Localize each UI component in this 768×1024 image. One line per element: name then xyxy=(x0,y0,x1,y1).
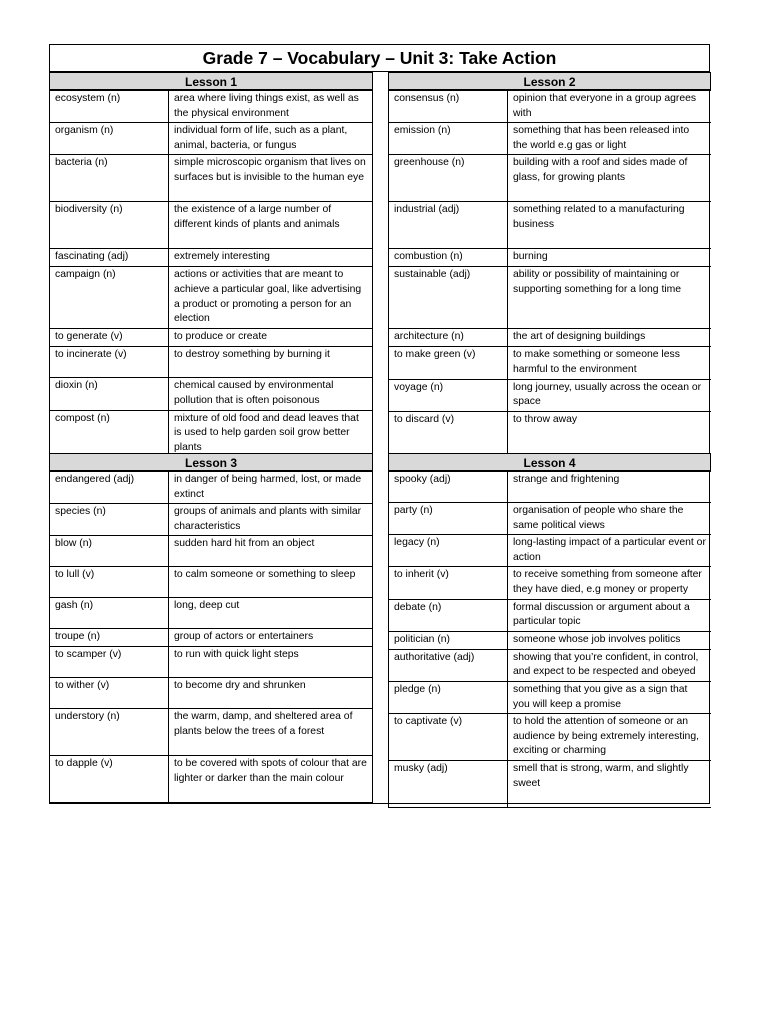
table-row xyxy=(389,535,712,567)
term-cell: party (n) xyxy=(389,503,508,535)
definition-cell: in danger of being harmed, lost, or made extinct xyxy=(169,472,373,504)
term-cell: voyage (n) xyxy=(389,379,508,411)
term-cell: to wither (v) xyxy=(50,678,169,709)
term-cell: endangered (adj) xyxy=(50,472,169,504)
lesson-4-panel xyxy=(388,453,711,808)
table-row xyxy=(389,91,712,123)
table-row xyxy=(50,267,373,329)
term-cell: to captivate (v) xyxy=(389,714,508,761)
term-cell: fascinating (adj) xyxy=(50,249,169,267)
vocab-table xyxy=(388,471,711,808)
definition-cell: something that has been released into the world e.g gas or light xyxy=(508,123,712,155)
definition-cell: the existence of a large number of different kinds of plants and animals xyxy=(169,202,373,249)
definition-cell: simple microscopic organism that lives on surfaces but is invisible to the human eye xyxy=(169,155,373,202)
vocab-table xyxy=(388,90,711,459)
lesson-heading: Lesson 4 xyxy=(388,453,711,471)
term-cell: organism (n) xyxy=(50,123,169,155)
definition-cell: to hold the attention of someone or an audience by being extremely interesting, exciting or charming xyxy=(508,714,712,761)
table-row xyxy=(50,678,373,709)
lesson-heading: Lesson 2 xyxy=(388,72,711,90)
definition-cell: to become dry and shrunken xyxy=(169,678,373,709)
definition-cell: burning xyxy=(508,249,712,267)
table-row xyxy=(389,472,712,503)
term-cell: ecosystem (n) xyxy=(50,91,169,123)
term-cell: to make green (v) xyxy=(389,347,508,379)
table-row xyxy=(389,681,712,713)
term-cell: troupe (n) xyxy=(50,629,169,647)
table-row xyxy=(50,155,373,202)
vocab-table xyxy=(50,471,373,803)
term-cell: to generate (v) xyxy=(50,329,169,347)
definition-cell: showing that you’re confident, in control, and expect to be respected and obeyed xyxy=(508,649,712,681)
definition-cell: groups of animals and plants with similar characteristics xyxy=(169,504,373,536)
definition-cell: sudden hard hit from an object xyxy=(169,536,373,567)
table-row xyxy=(50,472,373,504)
table-row xyxy=(50,249,373,267)
table-row xyxy=(389,249,712,267)
term-cell: emission (n) xyxy=(389,123,508,155)
table-row xyxy=(50,329,373,347)
definition-cell: the art of designing buildings xyxy=(508,329,712,347)
definition-cell: smell that is strong, warm, and slightly sweet xyxy=(508,761,712,808)
definition-cell: long-lasting impact of a particular event or action xyxy=(508,535,712,567)
table-row xyxy=(389,761,712,808)
table-row xyxy=(50,410,373,457)
definition-cell: the warm, damp, and sheltered area of plants below the trees of a forest xyxy=(169,709,373,756)
table-row xyxy=(389,649,712,681)
table-row xyxy=(50,378,373,410)
definition-cell: mixture of old food and dead leaves that is used to help garden soil grow better plants xyxy=(169,410,373,457)
term-cell: to lull (v) xyxy=(50,567,169,598)
definition-cell: building with a roof and sides made of glass, for growing plants xyxy=(508,155,712,202)
table-row xyxy=(389,347,712,379)
lesson-heading: Lesson 1 xyxy=(50,72,373,90)
table-row xyxy=(389,155,712,202)
term-cell: legacy (n) xyxy=(389,535,508,567)
term-cell: to incinerate (v) xyxy=(50,347,169,378)
definition-cell: area where living things exist, as well as the physical environment xyxy=(169,91,373,123)
definition-cell: long, deep cut xyxy=(169,598,373,629)
definition-cell: actions or activities that are meant to achieve a particular goal, like advertising a product or promoting a person for an election xyxy=(169,267,373,329)
definition-cell: extremely interesting xyxy=(169,249,373,267)
vocab-table xyxy=(50,90,373,458)
table-row xyxy=(50,598,373,629)
vocabulary-sheet xyxy=(49,44,710,804)
table-row xyxy=(50,123,373,155)
term-cell: industrial (adj) xyxy=(389,202,508,249)
definition-cell: ability or possibility of maintaining or supporting something for a long time xyxy=(508,267,712,329)
definition-cell: something related to a manufacturing business xyxy=(508,202,712,249)
term-cell: gash (n) xyxy=(50,598,169,629)
table-row xyxy=(50,202,373,249)
term-cell: architecture (n) xyxy=(389,329,508,347)
term-cell: musky (adj) xyxy=(389,761,508,808)
definition-cell: opinion that everyone in a group agrees with xyxy=(508,91,712,123)
table-row xyxy=(50,629,373,647)
table-row xyxy=(50,91,373,123)
table-row xyxy=(389,411,712,458)
term-cell: greenhouse (n) xyxy=(389,155,508,202)
lesson-3-panel xyxy=(50,453,373,803)
definition-cell: individual form of life, such as a plant, animal, bacteria, or fungus xyxy=(169,123,373,155)
term-cell: dioxin (n) xyxy=(50,378,169,410)
definition-cell: to receive something from someone after they have died, e.g money or property xyxy=(508,567,712,599)
lesson-1-panel xyxy=(50,72,373,458)
definition-cell: formal discussion or argument about a particular topic xyxy=(508,599,712,631)
term-cell: consensus (n) xyxy=(389,91,508,123)
definition-cell: strange and frightening xyxy=(508,472,712,503)
table-row xyxy=(389,267,712,329)
term-cell: combustion (n) xyxy=(389,249,508,267)
definition-cell: to make something or someone less harmful to the environment xyxy=(508,347,712,379)
table-row xyxy=(50,709,373,756)
table-row xyxy=(50,504,373,536)
term-cell: to dapple (v) xyxy=(50,756,169,803)
term-cell: authoritative (adj) xyxy=(389,649,508,681)
term-cell: to scamper (v) xyxy=(50,647,169,678)
lesson-2-panel xyxy=(388,72,711,459)
table-row xyxy=(50,567,373,598)
term-cell: debate (n) xyxy=(389,599,508,631)
term-cell: sustainable (adj) xyxy=(389,267,508,329)
table-row xyxy=(50,536,373,567)
table-row xyxy=(389,202,712,249)
lesson-heading: Lesson 3 xyxy=(50,453,373,471)
table-row xyxy=(50,756,373,803)
table-row xyxy=(389,123,712,155)
definition-cell: to destroy something by burning it xyxy=(169,347,373,378)
term-cell: spooky (adj) xyxy=(389,472,508,503)
definition-cell: organisation of people who share the same political views xyxy=(508,503,712,535)
term-cell: to inherit (v) xyxy=(389,567,508,599)
table-row xyxy=(389,329,712,347)
term-cell: to discard (v) xyxy=(389,411,508,458)
definition-cell: to produce or create xyxy=(169,329,373,347)
table-row xyxy=(50,647,373,678)
page-title: Grade 7 – Vocabulary – Unit 3: Take Action xyxy=(50,45,709,72)
term-cell: campaign (n) xyxy=(50,267,169,329)
term-cell: species (n) xyxy=(50,504,169,536)
table-row xyxy=(389,503,712,535)
term-cell: blow (n) xyxy=(50,536,169,567)
table-row xyxy=(389,567,712,599)
table-row xyxy=(389,379,712,411)
term-cell: politician (n) xyxy=(389,631,508,649)
term-cell: pledge (n) xyxy=(389,681,508,713)
definition-cell: long journey, usually across the ocean or space xyxy=(508,379,712,411)
definition-cell: something that you give as a sign that you will keep a promise xyxy=(508,681,712,713)
definition-cell: someone whose job involves politics xyxy=(508,631,712,649)
term-cell: understory (n) xyxy=(50,709,169,756)
definition-cell: to run with quick light steps xyxy=(169,647,373,678)
term-cell: compost (n) xyxy=(50,410,169,457)
definition-cell: chemical caused by environmental pollution that is often poisonous xyxy=(169,378,373,410)
table-row xyxy=(389,599,712,631)
term-cell: bacteria (n) xyxy=(50,155,169,202)
definition-cell: group of actors or entertainers xyxy=(169,629,373,647)
definition-cell: to throw away xyxy=(508,411,712,458)
table-row xyxy=(389,631,712,649)
table-row xyxy=(389,714,712,761)
definition-cell: to calm someone or something to sleep xyxy=(169,567,373,598)
table-row xyxy=(50,347,373,378)
definition-cell: to be covered with spots of colour that are lighter or darker than the main colour xyxy=(169,756,373,803)
term-cell: biodiversity (n) xyxy=(50,202,169,249)
